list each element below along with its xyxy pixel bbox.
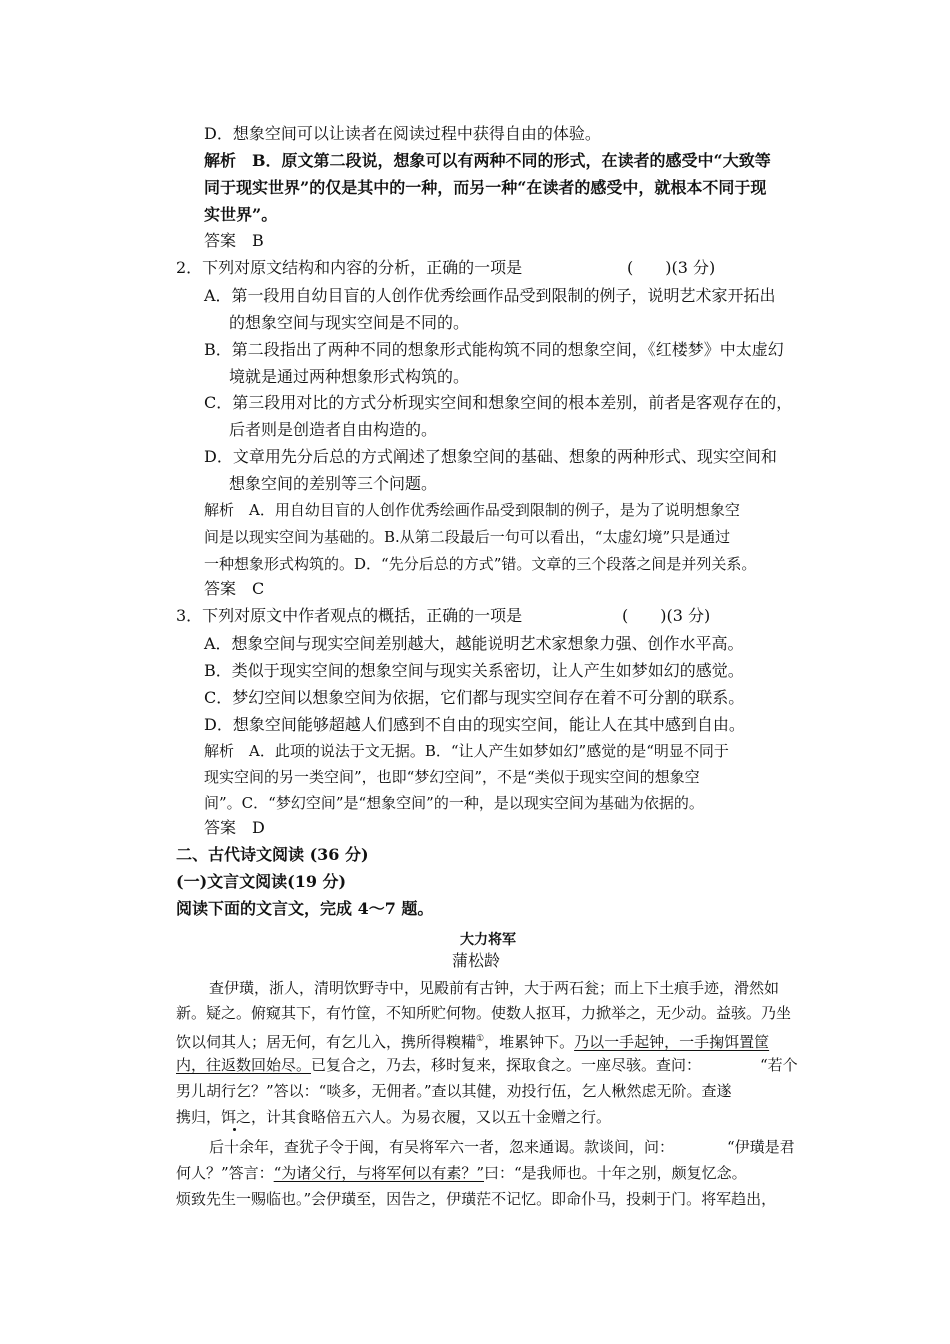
q3-analysis-line-1: 解析 A．此项的说法于文无据。B．“让人产生如梦如幻”感觉的是“明显不同于	[204, 742, 729, 760]
q2-option-d-line-1: D．文章用先分后总的方式阐述了想象空间的基础、想象的两种形式、现实空间和	[204, 447, 777, 466]
q1-option-d: D．想象空间可以让读者在阅读过程中获得自由的体验。	[204, 124, 601, 143]
passage-p2-line-2-text: 何人？”答言：	[176, 1164, 274, 1182]
passage-p1-line-3	[176, 1029, 769, 1052]
q2-stem: 2．下列对原文结构和内容的分析，正确的一项是	[176, 258, 523, 277]
passage-title: 大力将军	[460, 932, 516, 948]
underlined-sentence-part-2: 内，往返数回始尽。	[176, 1056, 312, 1074]
q3-bracket: ( )(3 分)	[622, 606, 711, 625]
passage-author: 蒲松龄	[452, 951, 501, 970]
q3-option-d: D．想象空间能够超越人们感到不自由的现实空间，能让人在其中感到自由。	[204, 715, 745, 734]
passage-p1-line-2: 新。疑之。俯窥其下，有竹筐，不知所贮何物。使数人抠耳，力掀举之，无少动。益骇。乃坐	[176, 1004, 792, 1022]
passage-p2-line-2	[176, 1163, 747, 1183]
q2-option-d-line-2: 想象空间的差别等三个问题。	[229, 474, 438, 493]
q3-option-b: B．类似于现实空间的想象空间与现实关系密切，让人产生如梦如幻的感觉。	[204, 661, 744, 680]
passage-p1-line-4	[176, 1055, 701, 1075]
passage-p1-line-4-quote: “若个	[760, 1056, 798, 1074]
q3-stem: 3．下列对原文中作者观点的概括，正确的一项是	[176, 606, 523, 625]
passage-p2-line-2-text-b: 曰：“是我师也。十年之别，颇复忆念。	[484, 1164, 747, 1182]
underlined-sentence-part-1: 乃以一手起钟，一手掬饵置筐	[574, 1033, 770, 1051]
q2-analysis-line-2: 间是以现实空间为基础的。B.从第二段最后一句可以看出，“太虚幻境”只是通过	[204, 528, 731, 546]
q2-option-b-line-1: B．第二段指出了两种不同的想象形式能构筑不同的想象空间，《红楼梦》中太虚幻	[204, 340, 784, 359]
passage-p1-line-1: 查伊璜，浙人，清明饮野寺中，见殿前有古钟，大于两石瓮；而上下土痕手迹，滑然如	[209, 979, 780, 997]
q2-option-c-line-2: 后者则是创造者自由构造的。	[229, 420, 438, 439]
passage-p1-line-3-text: 饮以伺其人；居无何，有乞儿入，携所得糗糒	[176, 1033, 477, 1051]
q1-analysis-line-1: 解析 B．原文第二段说，想象可以有两种不同的形式，在读者的感受中“大致等	[204, 151, 771, 170]
q2-option-c-line-1: C．第三段用对比的方式分析现实空间和想象空间的根本差别，前者是客观存在的，	[204, 393, 793, 412]
subsection-heading: (一)文言文阅读(19 分)	[176, 872, 347, 891]
passage-p2-line-3: 烦致先生一赐临也。”会伊璜至，因告之，伊璜茫不记忆。即命仆马，投刺于门。将军趋出，	[176, 1190, 777, 1208]
q3-option-c: C．梦幻空间以想象空间为依据，它们都与现实空间存在着不可分割的联系。	[204, 688, 745, 707]
q2-answer: 答案 C	[204, 579, 265, 598]
q2-bracket: ( )(3 分)	[627, 258, 716, 277]
underlined-sentence-2: “为诸父行，与将军何以有素？”	[273, 1164, 485, 1182]
q3-answer: 答案 D	[204, 818, 265, 837]
q2-analysis-line-1: 解析 A．用自幼目盲的人创作优秀绘画作品受到限制的例子，是为了说明想象空	[204, 501, 740, 519]
q1-answer: 答案 B	[204, 231, 264, 250]
q1-analysis-line-3: 实世界”。	[204, 205, 278, 224]
q3-analysis-line-3: 间”。C．“梦幻空间”是“想象空间”的一种，是以现实空间为基础为依据的。	[204, 794, 704, 812]
passage-p2-line-1: 后十余年，查犹子令于闽，有吴将军六一者，忽来通谒。款谈间，问：	[209, 1138, 675, 1156]
q2-option-a-line-1: A．第一段用自幼目盲的人创作优秀绘画作品受到限制的例子，说明艺术家开拓出	[204, 286, 776, 305]
q3-option-a: A．想象空间与现实空间差别越大，越能说明艺术家想象力强、创作水平高。	[204, 634, 744, 653]
passage-p1-line-3-text-b: ，堆累钟下。	[484, 1033, 575, 1051]
footnote-marker: ①	[476, 1034, 485, 1044]
q2-analysis-line-3: 一种想象形式构筑的。D．“先分后总的方式”错。文章的三个段落之间是并列关系。	[204, 555, 757, 573]
q2-option-a-line-2: 的想象空间与现实空间是不同的。	[229, 313, 470, 332]
section-heading: 二、古代诗文阅读 (36 分)	[176, 845, 369, 864]
passage-p1-line-6: 携归，饵之，计其食略倍五六人。为易衣履，又以五十金赠之行。	[176, 1108, 612, 1126]
emphasis-dot	[233, 1128, 236, 1131]
q3-analysis-line-2: 现实空间的另一类空间”，也即“梦幻空间”，不是“类似于现实空间的想象空	[204, 768, 700, 786]
q1-analysis-line-2: 同于现实世界”的仅是其中的一种，而另一种“在读者的感受中，就根本不同于现	[204, 178, 767, 197]
q2-option-b-line-2: 境就是通过两种想象形式构筑的。	[229, 367, 470, 386]
passage-p2-line-1-quote: “伊璜是君	[727, 1138, 795, 1156]
passage-p1-line-4-text: 已复合之，乃去，移时复来，探取食之。一座尽骇。查问：	[311, 1056, 702, 1074]
reading-instruction: 阅读下面的文言文，完成 4～7 题。	[176, 899, 434, 918]
passage-p1-line-5: 男儿胡行乞？”答以：“啖多，无佣者。”查以其健，劝投行伍，乞人楸然虑无阶。查遂	[176, 1082, 732, 1100]
